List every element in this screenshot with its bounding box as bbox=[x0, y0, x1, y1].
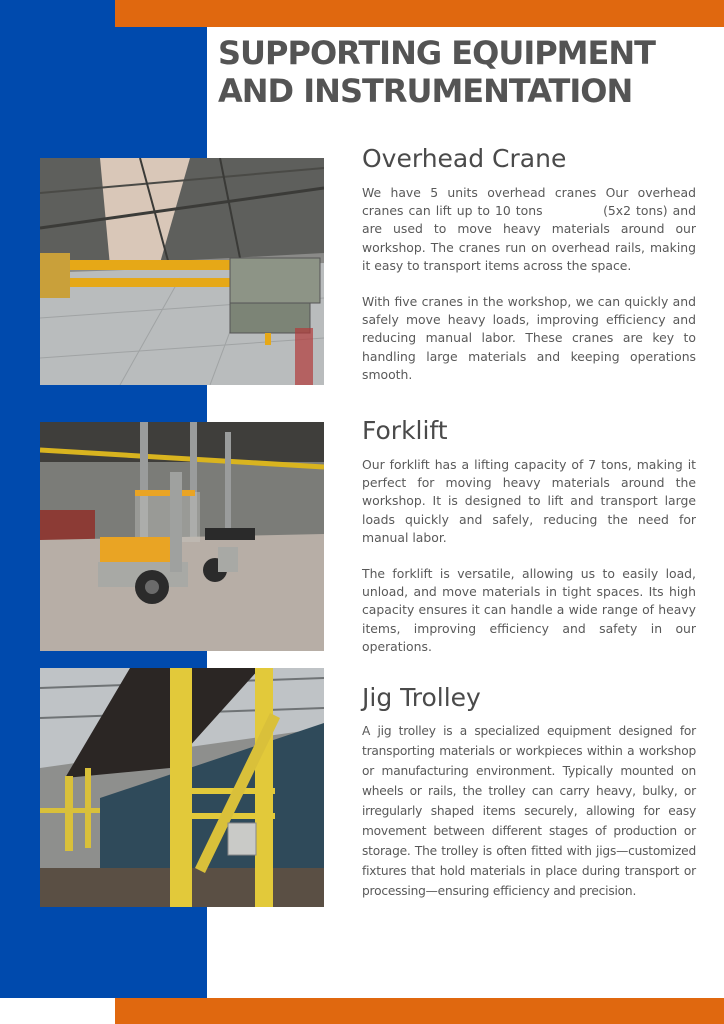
page-title-line-2: AND INSTRUMENTATION bbox=[218, 72, 633, 110]
page-title bbox=[218, 34, 718, 110]
orange-bottom-bar bbox=[115, 998, 724, 1024]
overhead-crane-section bbox=[362, 144, 700, 384]
jig-trolley-section bbox=[362, 683, 696, 901]
forklift-paragraph-1: Our forklift has a lifting capacity of 7 tons, making it perfect for moving heavy materials around the workshop. It is designed to lift and transport large loads quickly and safely, reducing the need for manual labor. bbox=[362, 457, 696, 545]
overhead-crane-paragraph-1: We have 5 units overhead cranes Our overhead cranes can lift up to 10 tons (5x2 tons) and are used to move heavy materials around our workshop. The cranes run on overhead rails, making it easy to transport items across the space. bbox=[362, 185, 700, 273]
forklift-paragraph-2: The forklift is versatile, allowing us to easily load, unload, and move materials in tight spaces. Its high capacity ensures it can handle a wide range of heavy items, improving efficiency and safety in our operations. bbox=[362, 566, 696, 654]
page-title-line-1: SUPPORTING EQUIPMENT bbox=[218, 34, 655, 72]
overhead-crane-paragraph-2: With five cranes in the workshop, we can quickly and safely move heavy loads, improving efficiency and reducing manual labor. These cranes are key to handling large materials and keeping operations smooth. bbox=[362, 294, 696, 382]
jig-trolley-photo bbox=[40, 668, 324, 907]
forklift-heading: Forklift bbox=[362, 416, 448, 445]
forklift-photo bbox=[40, 422, 324, 651]
forklift-section bbox=[362, 416, 696, 656]
orange-top-bar bbox=[115, 0, 724, 27]
overhead-crane-photo bbox=[40, 158, 324, 385]
jig-trolley-paragraph-1: A jig trolley is a specialized equipment designed for transporting materials or workpieces within a workshop or manufacturing environment. Typically mounted on wheels or rails, the trolley can carry heavy, bulky, or irregularly shaped items securely, allowing for easy movement between different stages of production or storage. The trolley is often fitted with jigs—customized fixtures that hold materials in place during transport or processing—ensuring efficiency and precision. bbox=[362, 724, 696, 898]
overhead-crane-heading: Overhead Crane bbox=[362, 144, 567, 173]
jig-trolley-heading: Jig Trolley bbox=[362, 683, 481, 712]
